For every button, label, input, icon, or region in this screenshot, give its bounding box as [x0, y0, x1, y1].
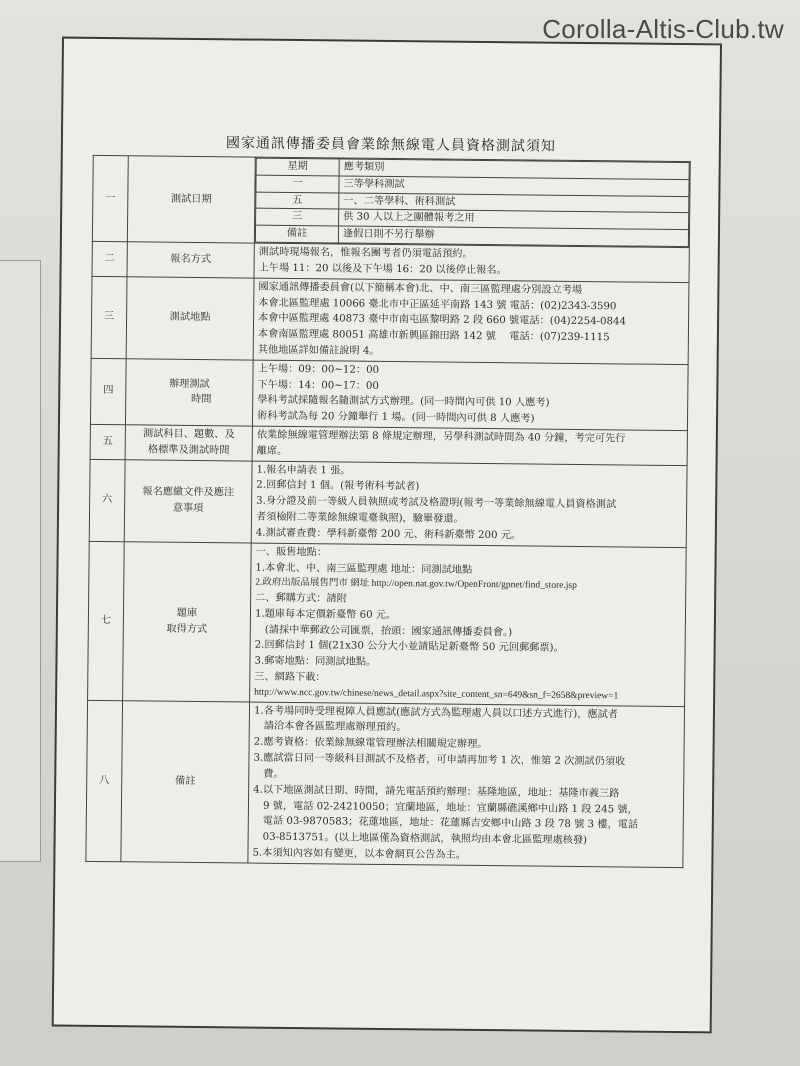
content-line: 依業餘無線電管理辦法第 8 條規定辦理，另學科測試時間為 40 分鐘，考完可先行	[256, 429, 626, 445]
content-line: 測試時現場報名，惟報名團考者仍須電話預約。	[258, 246, 473, 260]
content-line: 術科考試為每 20 分鐘舉行 1 場。(同一時間內可供 8 人應考)	[256, 410, 535, 425]
content-line: 者須檢附二等業餘無線電臺執照)，驗畢發還。	[255, 511, 464, 525]
schedule-type: 三等學科測試	[339, 176, 689, 196]
row-content	[248, 702, 685, 868]
table-row-question-bank	[88, 541, 687, 706]
schedule-day: 備註	[255, 225, 338, 243]
content-line: 本會中區監理處 40873 臺中市南屯區黎明路 2 段 660 號電話：(04)2254-0844	[258, 312, 627, 328]
content-line: 4.以下地區測試日期、時間，請先電話預約辦理：基隆地區，地址：基隆市義三路	[253, 784, 620, 800]
schedule-type: 一、二等學科、術科測試	[339, 193, 689, 213]
row-label-line: 格標準及測試時間	[147, 444, 230, 457]
watermark-text: Corolla-Altis-Club.tw	[542, 14, 784, 44]
content-line: 本會南區監理處 80051 高雄市新興區錦田路 142 號 電話：(07)239-1115	[257, 328, 610, 344]
content-line: 上午場 11：20 以後及下午場 16：20 以後停止報名。	[258, 262, 507, 277]
adjacent-paper-sheet	[0, 260, 41, 862]
content-line: 下午場：14：00~17：00	[257, 379, 379, 392]
content-line: 1.各考場同時受理視障人員應試(應試方式為監理處人員以口述方式進行)，應試者	[253, 705, 619, 721]
content-line: 4.測試審查費：學科新臺幣 200 元、術科新臺幣 200 元。	[255, 527, 522, 542]
schedule-day: 五	[256, 192, 339, 210]
row-content	[254, 157, 690, 248]
content-line: 一、販售地點：	[255, 546, 327, 559]
row-content	[250, 543, 687, 706]
row-number: 六	[89, 459, 125, 541]
row-label: 報名方式	[127, 242, 254, 278]
content-line: 2.應考資格：依業餘無線電管理辦法相關規定辦理。	[253, 736, 488, 751]
content-line: 1.題庫每本定價新臺幣 60 元。	[254, 608, 397, 621]
row-content	[252, 426, 687, 465]
row-label: 測試日期	[127, 156, 255, 243]
row-label	[123, 541, 252, 701]
requirements-table	[85, 155, 690, 868]
content-line: 3.身分證及前一等級人員執照或考試及格證明(報考一等業餘無線電人員資格測試	[256, 495, 617, 511]
schedule-table	[255, 158, 690, 248]
schedule-type: 應考類別	[339, 159, 689, 179]
content-line: 本會北區監理處 10066 臺北市中正區延平南路 143 號 電話：(02)2343-3590	[258, 297, 617, 312]
content-line: 請洽本會各區監理處辦理預約。	[263, 721, 407, 734]
row-label-line: 意事項	[172, 502, 204, 515]
content-line: 其他地區詳如備註說明 4。	[257, 344, 380, 357]
row-label: 測試地點	[126, 276, 254, 359]
table-row-remarks	[86, 700, 685, 867]
schedule-day: 星期	[256, 158, 339, 176]
schedule-day: 三	[256, 209, 339, 227]
content-line: 上午場：09：00~12：00	[257, 363, 380, 376]
row-number: 五	[90, 424, 125, 459]
row-label-line: 測試科目、題數、及	[142, 428, 235, 441]
row-label	[124, 459, 252, 542]
content-line: 費。	[263, 768, 284, 780]
content-line: 1.本會北、中、南三區監理處 地址：同測試地點	[255, 562, 473, 576]
row-content	[253, 278, 689, 365]
row-number: 四	[90, 358, 126, 425]
document-page	[52, 37, 722, 1034]
content-line: (請採中華郵政公司匯票，抬頭：國家通訊傳播委員會。)	[264, 624, 513, 638]
content-line: 學科考試採隨報名隨測試方式辦理。(同一時間內可供 10 人應考)	[257, 394, 550, 410]
row-label-line: 辦理測試	[168, 378, 210, 390]
content-line: 電話 03-9870583；花蓮地區，地址：花蓮縣吉安鄉中山路 3 段 78 號 3 樓，電話	[262, 816, 639, 831]
table-row-documents	[89, 459, 687, 547]
content-line: 9 號，電話 02-24210050；宜蘭地區，地址：宜蘭縣礁溪鄉中山路 1 段 245 號，	[262, 800, 638, 816]
content-line: 3.應試當日同一等級科目測試不及格者，可申請再加考 1 次，惟第 2 次測試仍須收	[253, 752, 626, 768]
content-line: 三、網路下載：	[254, 671, 326, 684]
row-number: 七	[88, 541, 125, 700]
schedule-day: 一	[256, 175, 339, 193]
table-row-test-time	[90, 358, 688, 430]
content-line: 離席。	[256, 445, 288, 457]
content-line: 2.回郵信封 1 個(21x30 公分大小並請貼足新臺幣 50 元回郵郵票)。	[254, 640, 564, 655]
content-line: 03-8513751。(以上地區僅為資格測試，執照均由本會北區監理處核發)	[262, 831, 588, 847]
schedule-type: 供 30 人以上之團體報考之用	[339, 209, 689, 229]
row-content	[252, 360, 688, 431]
row-label	[125, 425, 252, 461]
row-number: 二	[92, 241, 127, 276]
table-row-location	[91, 276, 689, 364]
row-number: 八	[86, 700, 123, 861]
content-line: 國家通訊傳播委員會(以下簡稱本會)北、中、南三區監理處分別設立考場	[258, 281, 583, 296]
content-line: 3.郵寄地點：同測試地點。	[254, 655, 377, 669]
row-label-line: 報名應繳文件及應注	[142, 486, 235, 499]
row-number: 一	[92, 155, 128, 241]
row-label-line: 時間	[190, 394, 212, 406]
row-content	[251, 461, 687, 548]
schedule-type: 逢假日則不另行舉辦	[338, 226, 688, 246]
row-label-line: 取得方式	[166, 623, 208, 635]
content-line: 2.回郵信封 1 個。(報考術科考試者)	[256, 480, 420, 493]
row-label	[125, 358, 253, 426]
content-line: 5.本須知內容如有變更，以本會網頁公告為主。	[252, 847, 466, 861]
content-line: 1.報名申請表 1 張。	[256, 464, 351, 477]
download-url[interactable]: http://www.ncc.gov.tw/chinese/news_detail.aspx?site_content_sn=649&sn_f=2658&preview=1	[254, 687, 619, 702]
content-line: 二、郵購方式：請附	[255, 592, 347, 605]
row-label-line: 題庫	[176, 607, 198, 619]
table-row-schedule	[92, 155, 690, 247]
row-number: 三	[91, 276, 127, 358]
store-url[interactable]: 2.政府出版品展售門市 網址 http://open.nat.gov.tw/OpenFront/gpnet/find_store.jsp	[255, 577, 577, 592]
document-title: 國家通訊傳播委員會業餘無線電人員資格測試須知	[225, 135, 556, 155]
row-label: 備註	[121, 700, 250, 862]
row-content	[254, 243, 689, 282]
